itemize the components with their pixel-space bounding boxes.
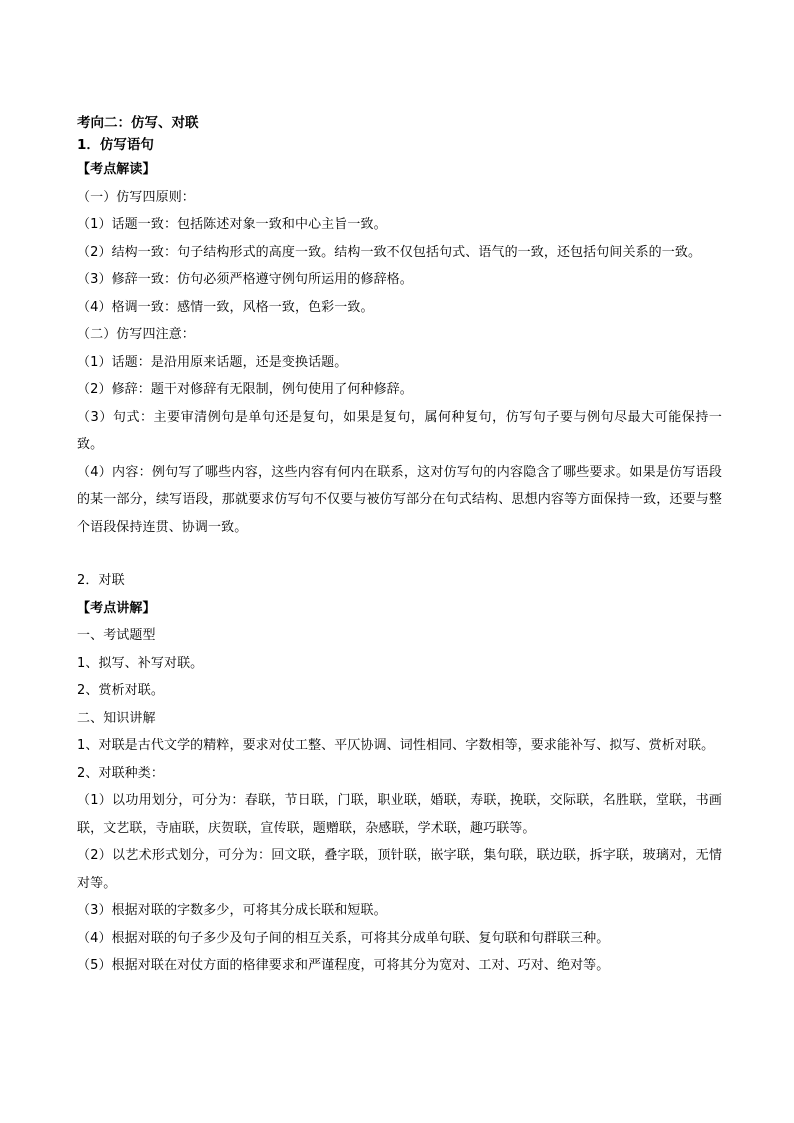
list-item: （1）话题一致：包括陈述对象一致和中心主旨一致。	[77, 217, 387, 232]
part-title: 二、知识讲解	[77, 710, 156, 726]
list-item: （1）以功用划分，可分为：春联，节日联，门联，职业联，婚联，寿联，挽联，交际联，名胜联，堂联，书画联，文艺联，寺庙联，庆贺联，宣传联，题赠联，杂感联，学术联，趣巧联等。	[77, 793, 722, 836]
section-spacer	[77, 541, 722, 567]
part-title: 一、考试题型	[77, 628, 156, 643]
section-title: 考向二：仿写、对联	[77, 115, 199, 131]
list-item: （5）根据对联在对仗方面的格律要求和严谨程度，可将其分为宽对、工对、巧对、绝对等。	[77, 958, 610, 973]
section-label: 【考点解读】	[77, 162, 156, 177]
list-item: （2）以艺术形式划分，可分为：回文联，叠字联，顶针联，嵌字联，集句联，联边联，拆字联，玻璃对，无情对等。	[77, 848, 722, 891]
list-item: （2）修辞：题干对修辞有无限制，例句使用了何种修辞。	[77, 382, 413, 397]
list-item: （3）句式：主要审清例句是单句还是复句，如果是复句，属何种复句，仿写句子要与例句尽最大可能保持一致。	[77, 409, 722, 452]
list-item: （3）根据对联的字数多少，可将其分成长联和短联。	[77, 903, 387, 918]
part-title: 2、对联种类：	[77, 765, 164, 781]
section-label: 【考点讲解】	[77, 600, 156, 616]
list-item: （4）内容：例句写了哪些内容，这些内容有何内在联系，这对仿写句的内容隐含了哪些要求。如果是仿写语段的某一部分，续写语段，那就要求仿写句不仅要与被仿写部分在句式结构、思想内容等方面保持一致，还要与整个语段保持连贯、协调一致。	[77, 464, 722, 535]
list-item: 1、拟写、补写对联。	[77, 655, 204, 671]
list-item: （4）根据对联的句子多少及句子间的相互关系，可将其分成单句联、复句联和句群联三种。	[77, 930, 610, 946]
list-item: 1、对联是古代文学的精粹，要求对仗工整、平仄协调、词性相同、字数相等，要求能补写、拟写、赏析对联。	[77, 738, 715, 753]
list-item: （3）修辞一致：仿句必须严格遵守例句所运用的修辞格。	[77, 272, 413, 287]
subsection-title-imitation: 1．仿写语句	[77, 137, 154, 153]
list-item: （4）格调一致：感情一致，风格一致，色彩一致。	[77, 299, 374, 315]
list-item: （1）话题：是沿用原来话题，还是变换话题。	[77, 354, 348, 370]
subsection-title-couplet: 2．对联	[77, 573, 125, 588]
list-item: （2）结构一致：句子结构形式的高度一致。结构一致不仅包括句式、语气的一致，还包括句间关系的一致。	[77, 244, 702, 260]
list-item: 2、赏析对联。	[77, 683, 164, 698]
part-title: （一）仿写四原则：	[77, 189, 195, 205]
document-page	[77, 112, 722, 980]
part-title: （二）仿写四注意：	[77, 327, 195, 342]
